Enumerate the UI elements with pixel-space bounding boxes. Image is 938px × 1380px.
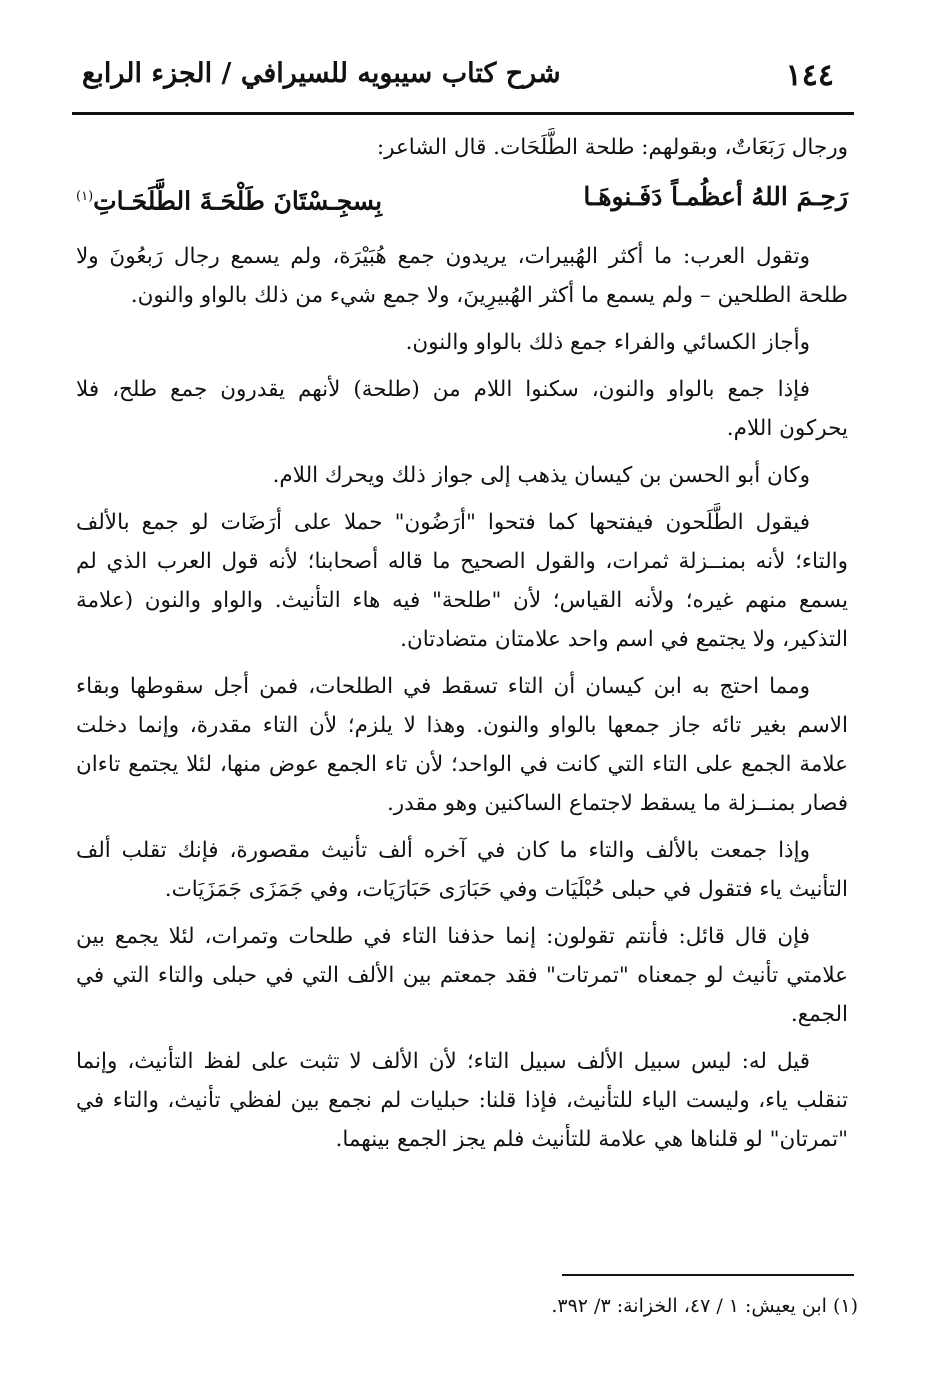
paragraph-7: ومما احتج به ابن كيسان أن التاء تسقط في الطلحات، فمن أجل سقوطها وبقاء الاسم بغير تائه جاز جمعها بالواو والنون. وهذا لا يلزم؛ لأن التاء مقدرة، وإنما دخلت علامة الجمع على التاء التي كانت في الواحد؛ لأن تاء الجمع عوض منها، لئلا يجتمع تاءان فصار بمنــزلة ما يسقط لاجتماع الساكنين وهو مقدر. xyxy=(76,674,848,817)
paragraph-5: وكان أبو الحسن بن كيسان يذهب إلى جواز ذلك ويحرك اللام. xyxy=(272,463,810,489)
body-text xyxy=(76,128,848,1167)
page-number: ١٤٤ xyxy=(785,58,834,93)
footnote: (١) ابن يعيش: ١ / ٤٧، الخزانة: ٣/ ٣٩٢. xyxy=(551,1295,858,1317)
poetry-verse xyxy=(76,175,848,223)
paragraph-9: فإن قال قائل: فأنتم تقولون: إنما حذفنا التاء في طلحات وتمرات، لئلا يجمع بين علامتي تأنيث لو جمعناه "تمرتات" فقد جمعتم بين الألف التي في حبلى والتاء التي في الجمع. xyxy=(76,924,848,1028)
running-title: شرح كتاب سيبويه للسيرافي / الجزء الرابع xyxy=(82,58,561,89)
footnote-rule xyxy=(562,1274,854,1276)
paragraph-2: وتقول العرب: ما أكثر الهُبيرات، يريدون جمع هُبَيْرَة، ولم يسمع رجال رَبعُونَ ولا طلحة الطلحين – ولم يسمع ما أكثر الهُبيرِينَ، ولا جمع شيء من ذلك بالواو والنون. xyxy=(76,244,848,309)
paragraph-6: فيقول الطَّلَحون فيفتحها كما فتحوا "أرَضُون" حملا على أرَضَات لو جمع بالألف والتاء؛ لأنه بمنــزلة ثمرات، والقول الصحيح ما قاله أصحابنا؛ لأنه قول العرب الذي لم يسمع منهم غيره؛ ولأنه القياس؛ لأن "طلحة" فيه هاء التأنيث. والواو والنون (علامة التذكير، ولا يجتمع في اسم واحد علامتان متضادتان. xyxy=(76,510,848,653)
verse-first-hemistich: رَحِـمَ اللهُ أعظُمـاً دَفَـنوهَـا xyxy=(583,182,848,211)
paragraph-10: قيل له: ليس سبيل الألف سبيل التاء؛ لأن الألف لا تثبت على لفظ التأنيث، وإنما تنقلب ياء، وليست الياء للتأنيث، فإذا قلنا: حبليات لم نجمع بين لفظي تأنيث، والتاء في "تمرتان" لو قلناها هي علامة للتأنيث فلم يجز الجمع بينهما. xyxy=(76,1049,848,1153)
verse-second-text: بِسجِـسْتَانَ طَلْحَـةَ الطَّلَحَـاتِ xyxy=(93,186,383,216)
footnote-marker: (١) xyxy=(76,189,94,204)
page-header xyxy=(72,52,852,112)
paragraph-3: وأجاز الكسائي والفراء جمع ذلك بالواو والنون. xyxy=(405,330,810,356)
header-rule xyxy=(72,112,854,115)
verse-second-hemistich xyxy=(76,175,382,223)
paragraph-1: ورجال رَبَعَاتٌ، وبقولهم: طلحة الطَّلَحَات. قال الشاعر: xyxy=(376,135,848,160)
paragraph-4: فإذا جمع بالواو والنون، سكنوا اللام من (طلحة) لأنهم يقدرون جمع طلح، فلا يحركون اللام. xyxy=(76,377,848,442)
paragraph-8: وإذا جمعت بالألف والتاء ما كان في آخره ألف تأنيث مقصورة، فإنك تقلب ألف التأنيث ياء فتقول في حبلى حُبْلَيَات وفي حَبَارَى حَبَارَيَات، وفي جَمَزَى جَمَزَيَات. xyxy=(76,838,848,903)
